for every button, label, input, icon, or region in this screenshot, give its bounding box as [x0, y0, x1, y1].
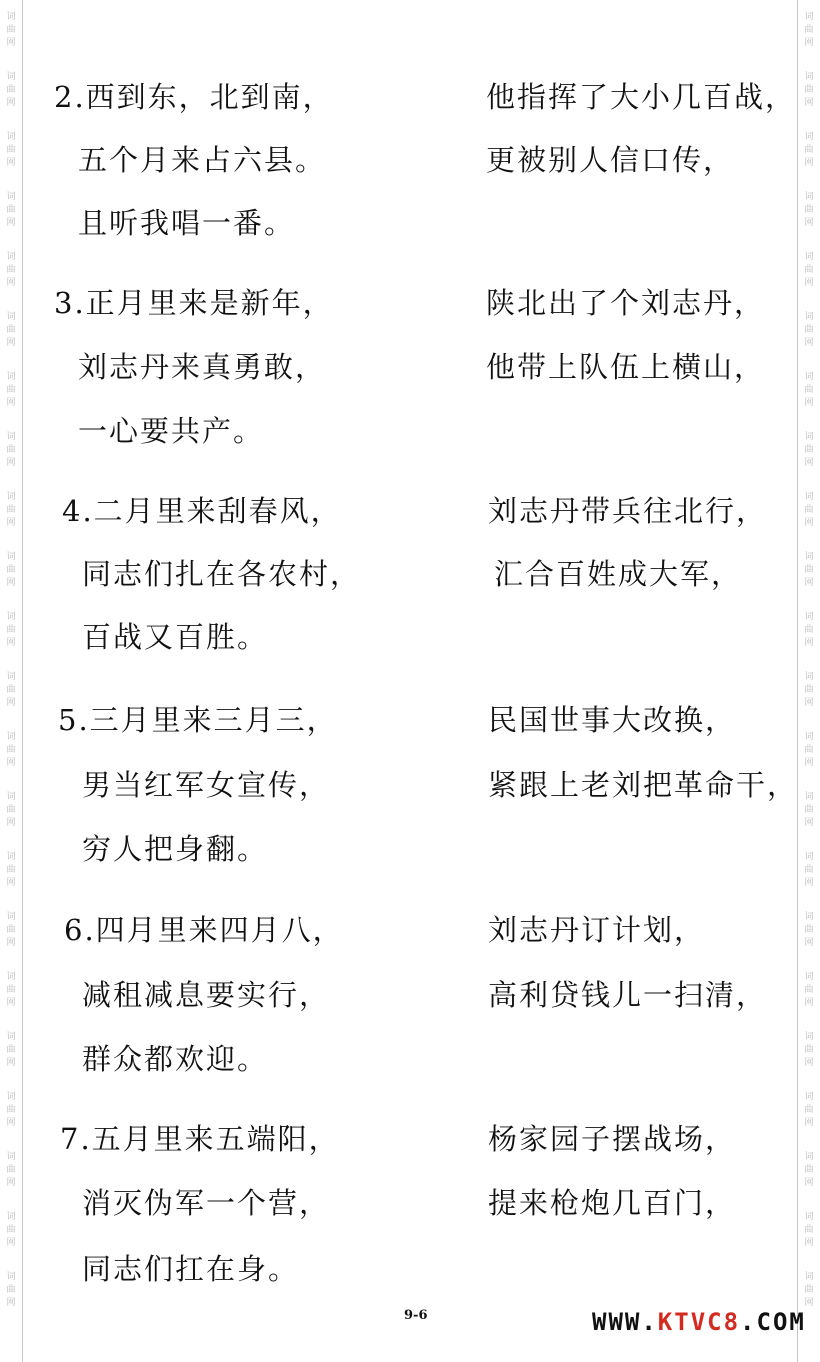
verse-3-left-line-2: 同志们扎在各农村， [82, 557, 362, 591]
watermark-char: 词 [804, 71, 814, 82]
watermark-char: 网 [804, 1117, 814, 1128]
watermark-char: 词 [6, 491, 16, 502]
left-watermark-group [6, 660, 15, 720]
watermark-char: 网 [804, 577, 814, 588]
right-watermark-group [804, 1080, 813, 1140]
verse-3-right-line-1: 刘志丹带兵往北行， [488, 494, 768, 528]
watermark-char: 曲 [6, 444, 16, 455]
watermark-char: 曲 [6, 684, 16, 695]
watermark-char: 词 [6, 1091, 16, 1102]
watermark-char: 网 [6, 1297, 16, 1308]
right-watermark-group [804, 0, 813, 60]
watermark-char: 词 [6, 791, 16, 802]
watermark-char: 曲 [6, 564, 16, 575]
watermark-char: 网 [804, 97, 814, 108]
left-watermark-group [6, 1140, 15, 1200]
watermark-char: 曲 [6, 984, 16, 995]
right-watermark-group [804, 660, 813, 720]
watermark-char: 曲 [804, 144, 814, 155]
watermark-char: 网 [804, 1297, 814, 1308]
watermark-char: 曲 [804, 624, 814, 635]
watermark-char: 词 [804, 11, 814, 22]
watermark-char: 网 [6, 937, 16, 948]
right-watermark-group [804, 120, 813, 180]
watermark-char: 词 [804, 371, 814, 382]
watermark-char: 曲 [804, 84, 814, 95]
verse-5-left-line-2: 减租减息要实行， [82, 978, 331, 1012]
verse-4-right-line-2: 紧跟上老刘把革命干， [488, 768, 799, 802]
watermark-char: 词 [6, 911, 16, 922]
watermark-char: 曲 [6, 204, 16, 215]
watermark-char: 词 [6, 851, 16, 862]
watermark-char: 网 [6, 1057, 16, 1068]
watermark-char: 网 [804, 1057, 814, 1068]
verse-5-left-line-1: 6.四月里来四月八， [64, 913, 344, 947]
watermark-char: 词 [6, 1211, 16, 1222]
watermark-char: 网 [804, 1237, 814, 1248]
watermark-char: 网 [804, 1177, 814, 1188]
watermark-char: 网 [6, 337, 16, 348]
watermark-char: 网 [6, 697, 16, 708]
verse-6-right-line-2: 提来枪炮几百门， [488, 1186, 737, 1220]
watermark-char: 曲 [804, 864, 814, 875]
watermark-char: 词 [6, 731, 16, 742]
right-watermark-group [804, 840, 813, 900]
verse-2-left-line-1: 3.正月里来是新年， [54, 286, 334, 320]
watermark-char: 网 [804, 877, 814, 888]
watermark-char: 网 [6, 457, 16, 468]
watermark-char: 词 [6, 71, 16, 82]
watermark-char: 曲 [804, 684, 814, 695]
watermark-char: 网 [804, 37, 814, 48]
watermark-char: 曲 [6, 144, 16, 155]
watermark-char: 网 [6, 757, 16, 768]
watermark-char: 曲 [6, 504, 16, 515]
left-watermark-group [6, 780, 15, 840]
watermark-char: 词 [6, 1151, 16, 1162]
watermark-char: 词 [6, 1271, 16, 1282]
site-logo [592, 1308, 806, 1336]
right-watermark-group [804, 1200, 813, 1260]
watermark-char: 曲 [804, 564, 814, 575]
watermark-char: 曲 [804, 444, 814, 455]
watermark-char: 词 [6, 131, 16, 142]
left-watermark-group [6, 900, 15, 960]
watermark-char: 网 [804, 157, 814, 168]
watermark-char: 词 [6, 191, 16, 202]
verse-4-right-line-1: 民国世事大改换， [488, 703, 737, 737]
right-watermark-group [804, 960, 813, 1020]
left-watermark-group [6, 1260, 15, 1320]
watermark-char: 词 [804, 251, 814, 262]
watermark-char: 网 [804, 217, 814, 228]
watermark-char: 网 [6, 877, 16, 888]
left-watermark-group [6, 120, 15, 180]
watermark-char: 网 [804, 277, 814, 288]
watermark-char: 曲 [804, 924, 814, 935]
verse-3-left-line-3: 百战又百胜。 [82, 620, 269, 654]
site-logo-prefix: WWW. [592, 1308, 658, 1336]
watermark-char: 曲 [804, 984, 814, 995]
watermark-char: 词 [804, 491, 814, 502]
watermark-char: 网 [804, 997, 814, 1008]
watermark-char: 词 [6, 431, 16, 442]
watermark-char: 网 [6, 97, 16, 108]
right-watermark-group [804, 540, 813, 600]
verse-6-left-line-1: 7.五月里来五端阳， [60, 1122, 340, 1156]
left-watermark-group [6, 420, 15, 480]
watermark-char: 网 [6, 817, 16, 828]
left-watermark-group [6, 480, 15, 540]
watermark-char: 网 [804, 517, 814, 528]
watermark-char: 曲 [804, 504, 814, 515]
watermark-char: 词 [6, 551, 16, 562]
watermark-char: 词 [804, 791, 814, 802]
left-watermark-group [6, 300, 15, 360]
right-watermark-group [804, 480, 813, 540]
verse-6-left-line-2: 消灭伪军一个营， [82, 1186, 331, 1220]
watermark-char: 曲 [804, 204, 814, 215]
watermark-char: 词 [804, 911, 814, 922]
watermark-char: 词 [804, 1151, 814, 1162]
watermark-char: 词 [804, 671, 814, 682]
watermark-char: 曲 [804, 384, 814, 395]
watermark-char: 网 [6, 217, 16, 228]
verse-2-left-line-2: 刘志丹来真勇敢， [78, 350, 327, 384]
left-watermark-group [6, 60, 15, 120]
left-watermark-strip [0, 0, 23, 1362]
watermark-char: 词 [6, 1031, 16, 1042]
watermark-char: 曲 [6, 744, 16, 755]
left-watermark-group [6, 540, 15, 600]
verse-5-right-line-1: 刘志丹订计划， [488, 913, 706, 947]
watermark-char: 曲 [6, 864, 16, 875]
watermark-char: 词 [6, 611, 16, 622]
watermark-char: 曲 [6, 384, 16, 395]
watermark-char: 网 [6, 1237, 16, 1248]
watermark-char: 网 [804, 457, 814, 468]
site-logo-suffix: .COM [740, 1308, 806, 1336]
right-watermark-group [804, 780, 813, 840]
watermark-char: 网 [6, 637, 16, 648]
watermark-char: 词 [804, 1271, 814, 1282]
verse-2-right-line-1: 陕北出了个刘志丹， [486, 286, 766, 320]
watermark-char: 曲 [804, 1104, 814, 1115]
watermark-char: 网 [804, 337, 814, 348]
watermark-char: 网 [804, 697, 814, 708]
verse-3-right-line-2: 汇合百姓成大军， [494, 557, 743, 591]
left-watermark-group [6, 960, 15, 1020]
watermark-char: 词 [6, 371, 16, 382]
verse-1-right-line-2: 更被别人信口传， [486, 143, 735, 177]
watermark-char: 网 [804, 817, 814, 828]
watermark-char: 词 [804, 971, 814, 982]
watermark-char: 词 [804, 1091, 814, 1102]
left-watermark-group [6, 240, 15, 300]
page-number: 9-6 [404, 1308, 428, 1323]
right-watermark-group [804, 360, 813, 420]
watermark-char: 网 [6, 157, 16, 168]
watermark-char: 词 [804, 1211, 814, 1222]
right-watermark-group [804, 1140, 813, 1200]
watermark-char: 网 [804, 397, 814, 408]
left-watermark-group [6, 1200, 15, 1260]
verse-4-left-line-2: 男当红军女宣传， [82, 768, 331, 802]
site-logo-domain: KTVC8 [657, 1308, 741, 1336]
right-watermark-group [804, 720, 813, 780]
watermark-char: 网 [6, 997, 16, 1008]
watermark-char: 曲 [6, 1164, 16, 1175]
watermark-char: 曲 [804, 1044, 814, 1055]
verse-1-right-line-1: 他指挥了大小几百战， [486, 80, 797, 114]
left-watermark-group [6, 0, 15, 60]
watermark-char: 曲 [6, 804, 16, 815]
left-watermark-group [6, 840, 15, 900]
watermark-char: 词 [804, 431, 814, 442]
verse-2-right-line-2: 他带上队伍上横山， [486, 350, 766, 384]
watermark-char: 网 [6, 1117, 16, 1128]
watermark-char: 词 [804, 1031, 814, 1042]
watermark-char: 网 [6, 517, 16, 528]
right-watermark-group [804, 1020, 813, 1080]
right-watermark-group [804, 900, 813, 960]
watermark-char: 网 [6, 277, 16, 288]
watermark-char: 曲 [6, 264, 16, 275]
watermark-char: 网 [804, 937, 814, 948]
verse-6-left-line-3: 同志们扛在身。 [82, 1252, 300, 1286]
verse-6-right-line-1: 杨家园子摆战场， [488, 1122, 737, 1156]
verse-1-left-line-3: 且听我唱一番。 [78, 206, 296, 240]
verse-3-left-line-1: 4.二月里来刮春风， [62, 494, 342, 528]
verse-1-left-line-2: 五个月来占六县。 [78, 143, 327, 177]
watermark-char: 词 [6, 671, 16, 682]
watermark-char: 曲 [804, 1164, 814, 1175]
left-watermark-group [6, 1080, 15, 1140]
watermark-char: 曲 [6, 1224, 16, 1235]
watermark-char: 词 [804, 551, 814, 562]
watermark-char: 词 [6, 971, 16, 982]
verse-4-left-line-1: 5.三月里来三月三， [58, 703, 338, 737]
left-watermark-group [6, 600, 15, 660]
watermark-char: 网 [6, 1177, 16, 1188]
watermark-char: 网 [6, 37, 16, 48]
watermark-char: 曲 [6, 84, 16, 95]
watermark-char: 网 [6, 577, 16, 588]
verse-5-right-line-2: 高利贷钱儿一扫清， [488, 978, 768, 1012]
watermark-char: 曲 [804, 744, 814, 755]
watermark-char: 词 [804, 311, 814, 322]
right-watermark-group [804, 60, 813, 120]
watermark-char: 曲 [804, 1224, 814, 1235]
watermark-char: 曲 [6, 924, 16, 935]
verse-1-left-line-1: 2.西到东，北到南， [54, 80, 334, 114]
watermark-char: 词 [6, 311, 16, 322]
watermark-char: 网 [804, 637, 814, 648]
left-watermark-group [6, 180, 15, 240]
watermark-char: 曲 [804, 1284, 814, 1295]
watermark-char: 曲 [6, 324, 16, 335]
right-watermark-group [804, 180, 813, 240]
watermark-char: 词 [804, 731, 814, 742]
watermark-char: 网 [804, 757, 814, 768]
watermark-char: 词 [6, 11, 16, 22]
watermark-char: 词 [804, 131, 814, 142]
verse-5-left-line-3: 群众都欢迎。 [82, 1042, 269, 1076]
verse-4-left-line-3: 穷人把身翻。 [82, 832, 269, 866]
right-watermark-strip [797, 0, 820, 1362]
watermark-char: 词 [6, 251, 16, 262]
left-watermark-group [6, 720, 15, 780]
right-watermark-group [804, 240, 813, 300]
watermark-char: 曲 [804, 324, 814, 335]
watermark-char: 词 [804, 851, 814, 862]
watermark-char: 曲 [6, 1284, 16, 1295]
watermark-char: 词 [804, 191, 814, 202]
watermark-char: 曲 [6, 1044, 16, 1055]
watermark-char: 词 [804, 611, 814, 622]
right-watermark-group [804, 300, 813, 360]
watermark-char: 曲 [6, 24, 16, 35]
watermark-char: 曲 [804, 24, 814, 35]
watermark-char: 曲 [804, 804, 814, 815]
watermark-char: 曲 [6, 1104, 16, 1115]
verse-2-left-line-3: 一心要共产。 [78, 414, 265, 448]
left-watermark-group [6, 1020, 15, 1080]
watermark-char: 网 [6, 397, 16, 408]
right-watermark-group [804, 420, 813, 480]
watermark-char: 曲 [6, 624, 16, 635]
right-watermark-group [804, 600, 813, 660]
watermark-char: 曲 [804, 264, 814, 275]
left-watermark-group [6, 360, 15, 420]
